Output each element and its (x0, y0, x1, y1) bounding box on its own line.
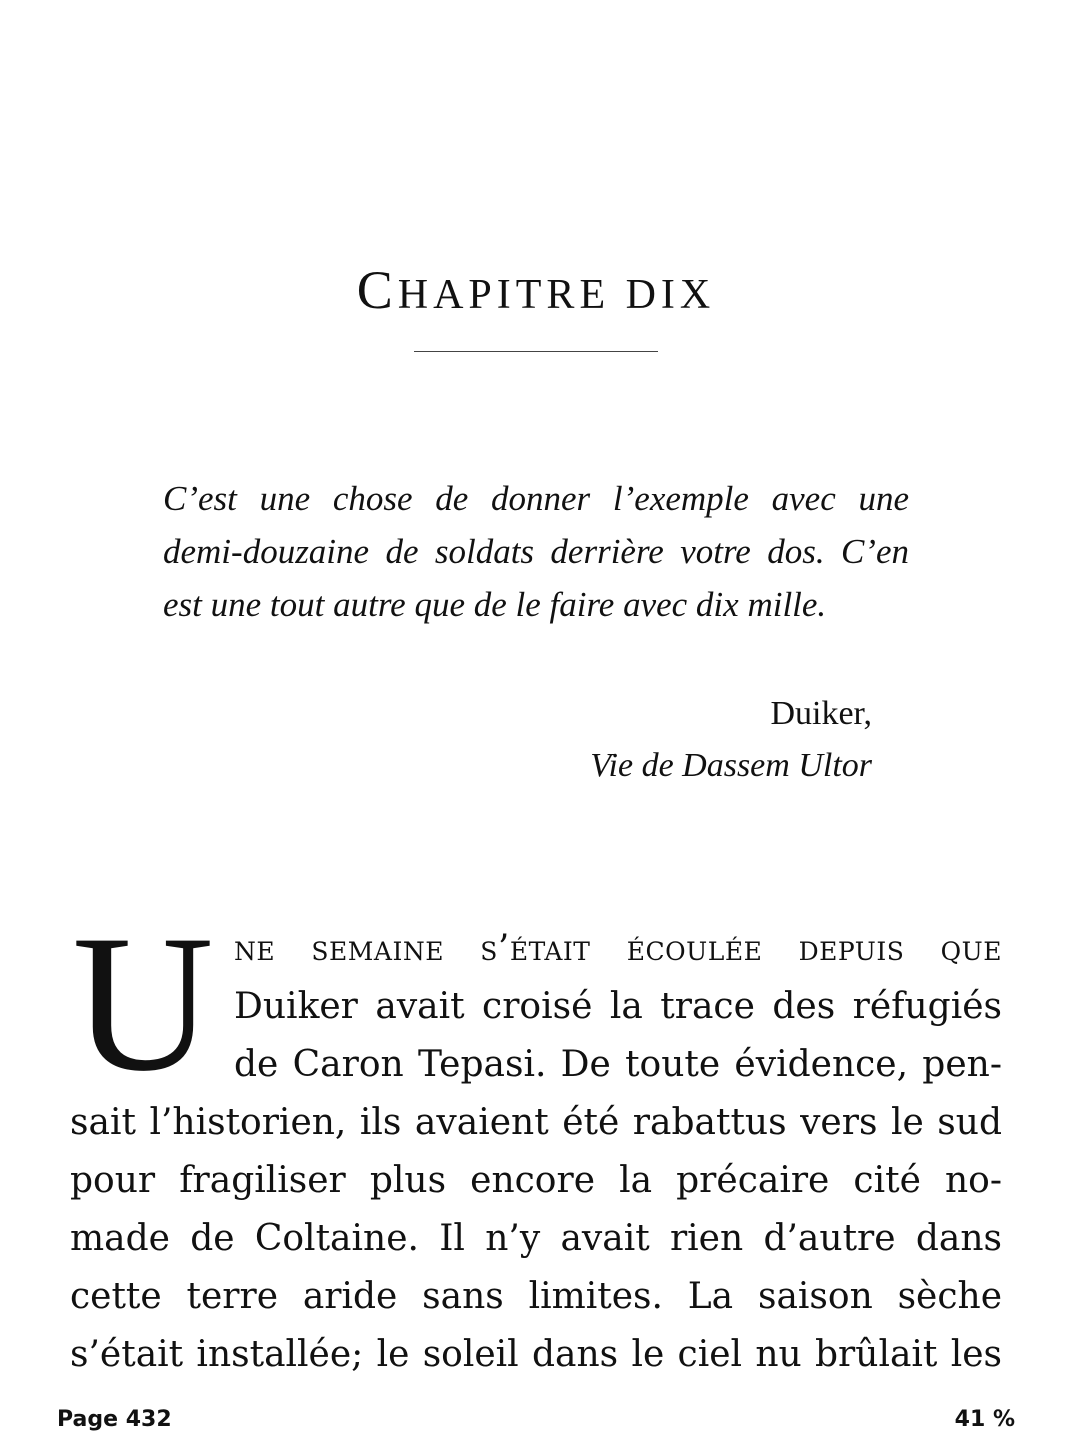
epigraph (163, 472, 909, 631)
epigraph-author: Duiker, (770, 695, 872, 732)
body-line: made de Coltaine. Il n’y avait rien d’autre dans (70, 1218, 1002, 1259)
body-line: cette terre aride sans limites. La saison sèche (70, 1276, 1002, 1317)
chapter-title (0, 258, 1072, 327)
body-line: de Caron Tepasi. De toute évidence, pen- (234, 1044, 1002, 1085)
epigraph-attribution (420, 688, 872, 792)
page-number: Page 432 (57, 1407, 172, 1432)
body-line: sait l’historien, ils avaient été rabattus vers le sud (70, 1102, 1002, 1143)
epigraph-line: demi-douzaine de soldats derrière votre dos. C’en (163, 532, 909, 571)
epigraph-line: C’est une chose de donner l’exemple avec une (163, 479, 909, 518)
body-line: pour fragiliser plus encore la précaire cité no- (70, 1160, 1002, 1201)
chapter-title-rest: HAPITRE DIX (397, 272, 716, 318)
body-line: s’était installée; le soleil dans le ciel nu brûlait les (70, 1334, 1002, 1375)
chapter-divider (414, 351, 658, 352)
body-text (70, 920, 1002, 1384)
epigraph-line: est une tout autre que de le faire avec dix mille. (163, 585, 827, 624)
reading-progress: 41 % (954, 1407, 1015, 1432)
drop-cap: U (72, 895, 214, 1112)
body-line: ne semaine s’était écoulée depuis que (234, 928, 1002, 969)
body-line: Duiker avait croisé la trace des réfugiés (234, 986, 1002, 1027)
chapter-title-initial: C (356, 260, 398, 320)
epigraph-source: Vie de Dassem Ultor (590, 747, 872, 784)
